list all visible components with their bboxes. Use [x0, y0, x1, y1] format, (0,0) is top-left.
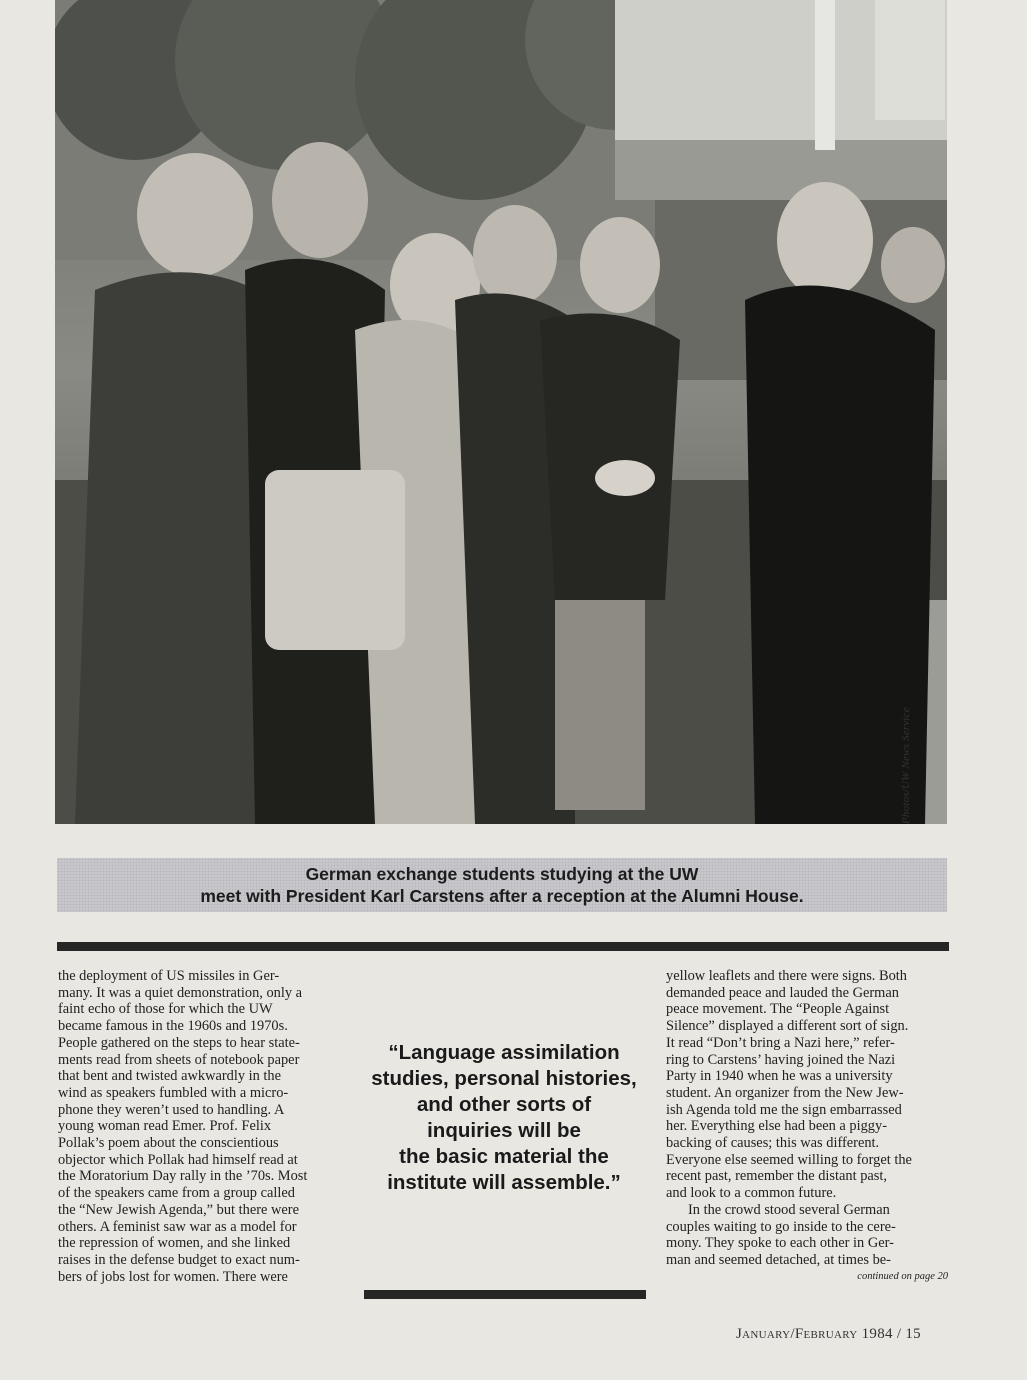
text-line: demanded peace and lauded the German: [666, 984, 899, 1001]
text-line: the Moratorium Day rally in the ’70s. Most: [58, 1168, 308, 1185]
divider-rule: [57, 942, 949, 951]
text-line: Pollak’s poem about the conscientious: [58, 1135, 279, 1152]
text-line: man and seemed detached, at times be-: [666, 1251, 891, 1268]
text-line: that bent and twisted awkwardly in the: [58, 1068, 281, 1085]
text-line: peace movement. The “People Against: [666, 1001, 890, 1018]
text-line: couples waiting to go inside to the cere-: [666, 1218, 896, 1235]
pull-quote-line: and other sorts of: [416, 1093, 592, 1116]
pull-quote-line: “Language assimilation: [388, 1041, 620, 1064]
text-line: ring to Carstens’ having joined the Nazi: [666, 1051, 896, 1068]
text-line: and look to a common future.: [666, 1185, 837, 1202]
article-column-right: [666, 968, 950, 1285]
text-line: Everyone else seemed willing to forget the: [666, 1151, 912, 1168]
caption-line: German exchange students studying at the UW: [305, 864, 699, 884]
text-line: objector which Pollak had himself read at: [58, 1151, 298, 1168]
pull-quote-rule: [364, 1290, 646, 1299]
text-line: became famous in the 1960s and 1970s.: [58, 1018, 288, 1035]
text-line: many. It was a quiet demonstration, only a: [58, 984, 303, 1001]
photo-credit: Photos/UW News Service: [900, 707, 912, 824]
text-line: In the crowd stood several German: [688, 1201, 890, 1218]
text-line: phone they weren’t used to handling. A: [58, 1101, 285, 1118]
text-line: yellow leaflets and there were signs. Both: [666, 968, 907, 984]
text-line: others. A feminist saw war as a model for: [58, 1218, 297, 1235]
article-column-left: [58, 968, 343, 1285]
pull-quote-line: the basic material the: [399, 1145, 609, 1168]
continued-note: continued on page 20: [857, 1270, 948, 1282]
article-photo: [55, 0, 947, 824]
text-line: student. An organizer from the New Jew-: [666, 1084, 904, 1101]
text-line: backing of causes; this was different.: [666, 1135, 880, 1152]
text-line: wind as speakers fumbled with a micro-: [58, 1084, 289, 1101]
pull-quote: [358, 1040, 650, 1196]
text-line: ish Agenda told me the sign embarrassed: [666, 1101, 902, 1118]
text-line: her. Everything else had been a piggy-: [666, 1118, 887, 1135]
text-line: raises in the defense budget to exact num-: [58, 1251, 300, 1268]
text-line: bers of jobs lost for women. There were: [58, 1268, 288, 1285]
text-line: recent past, remember the distant past,: [666, 1168, 887, 1185]
text-line: the repression of women, and she linked: [58, 1235, 291, 1252]
text-line: the deployment of US missiles in Ger-: [58, 968, 280, 984]
text-line: young woman read Emer. Prof. Felix: [58, 1118, 272, 1135]
text-line: mony. They spoke to each other in Ger-: [666, 1235, 894, 1252]
text-line: faint echo of those for which the UW: [58, 1001, 273, 1018]
page-folio: January/February 1984 / 15: [736, 1326, 921, 1342]
photo-caption: [57, 858, 947, 912]
text-line: People gathered on the steps to hear state-: [58, 1034, 300, 1051]
pull-quote-line: inquiries will be: [427, 1119, 581, 1142]
pull-quote-line: studies, personal histories,: [371, 1067, 637, 1090]
photo-illustration: [55, 0, 947, 824]
pull-quote-line: institute will assemble.”: [387, 1171, 621, 1194]
text-line: ments read from sheets of notebook paper: [58, 1051, 300, 1068]
text-line: Party in 1940 when he was a university: [666, 1068, 893, 1085]
caption-line: meet with President Karl Carstens after a reception at the Alumni House.: [200, 886, 804, 906]
text-line: Silence” displayed a different sort of sign.: [666, 1018, 909, 1035]
text-line: the “New Jewish Agenda,” but there were: [58, 1201, 299, 1218]
text-line: It read “Don’t bring a Nazi here,” refer-: [666, 1034, 895, 1051]
text-line: of the speakers came from a group called: [58, 1185, 295, 1202]
